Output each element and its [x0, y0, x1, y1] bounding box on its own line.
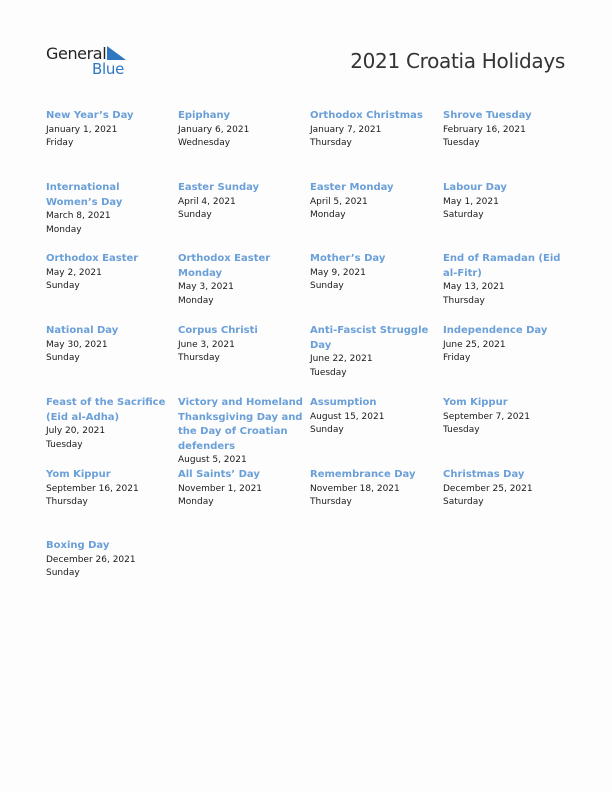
holiday-date: May 2, 2021	[46, 267, 102, 278]
holiday-date: September 16, 2021	[46, 483, 139, 494]
holiday-entry	[178, 468, 304, 510]
holiday-weekday: Tuesday	[443, 425, 480, 435]
holiday-entry	[443, 324, 569, 366]
holiday-date: January 6, 2021	[178, 124, 250, 135]
holiday-name: Christmas Day	[443, 469, 525, 480]
holiday-name: Boxing Day	[46, 540, 110, 551]
holiday-name: Anti-Fascist Struggle Day	[310, 325, 429, 351]
holiday-weekday: Tuesday	[310, 367, 347, 378]
holiday-date: May 3, 2021	[178, 282, 234, 292]
holiday-name: New Year’s Day	[46, 110, 134, 121]
holiday-entry	[310, 109, 436, 151]
holiday-date: February 16, 2021	[443, 124, 526, 135]
holiday-name: Yom Kippur	[443, 397, 508, 408]
holiday-entry	[46, 324, 172, 366]
holiday-name: Orthodox Easter Monday	[178, 253, 271, 279]
holiday-entry	[443, 109, 569, 151]
holiday-entry	[178, 252, 308, 308]
holiday-entry	[46, 109, 172, 151]
holiday-name: Orthodox Easter	[46, 253, 139, 264]
holiday-name: Epiphany	[178, 110, 231, 121]
brand-logo	[46, 44, 136, 80]
holiday-date: June 22, 2021	[310, 354, 373, 364]
holiday-weekday: Monday	[46, 224, 82, 235]
holiday-date: April 4, 2021	[178, 196, 236, 207]
holiday-entry	[310, 252, 436, 294]
holiday-name: Victory and Homeland Thanksgiving Day and the Day of Croatian defenders	[178, 397, 303, 452]
holiday-date: January 7, 2021	[310, 124, 382, 135]
holiday-entry	[46, 396, 172, 452]
holiday-date: June 25, 2021	[443, 339, 506, 350]
holiday-name: International Women’s Day	[46, 182, 123, 208]
holiday-entry	[178, 324, 304, 366]
holiday-date: May 9, 2021	[310, 267, 366, 278]
holiday-date: May 13, 2021	[443, 282, 505, 292]
holiday-weekday: Monday	[310, 210, 346, 220]
holiday-weekday: Sunday	[46, 568, 80, 578]
holiday-entry	[46, 181, 172, 237]
holiday-name: Remembrance Day	[310, 469, 416, 480]
holiday-weekday: Thursday	[310, 497, 352, 507]
holiday-entry	[443, 181, 569, 223]
holiday-weekday: Monday	[178, 497, 214, 507]
page-title: 2021 Croatia Holidays	[350, 49, 565, 73]
holiday-name: Labour Day	[443, 182, 507, 193]
holiday-weekday: Friday	[46, 138, 74, 148]
holiday-name: Shrove Tuesday	[443, 110, 532, 121]
holiday-weekday: Sunday	[46, 281, 80, 291]
holiday-name: Assumption	[310, 397, 377, 408]
holiday-entry	[443, 468, 569, 510]
holiday-name: Easter Sunday	[178, 182, 260, 193]
holiday-name: Yom Kippur	[46, 469, 111, 480]
holiday-entry	[46, 252, 172, 294]
holiday-weekday: Saturday	[443, 210, 484, 220]
holiday-entry	[310, 468, 436, 510]
holiday-weekday: Thursday	[178, 353, 220, 363]
logo-word-blue: Blue	[92, 60, 124, 78]
holiday-date: January 1, 2021	[46, 124, 118, 135]
holiday-weekday: Wednesday	[178, 138, 231, 148]
holiday-weekday: Thursday	[46, 497, 88, 507]
holiday-date: August 5, 2021	[178, 455, 247, 465]
holiday-entry	[443, 252, 569, 308]
holiday-date: December 25, 2021	[443, 483, 533, 494]
holiday-date: July 20, 2021	[46, 426, 106, 436]
holiday-weekday: Thursday	[310, 138, 352, 148]
holiday-entry	[310, 396, 436, 438]
holiday-weekday: Sunday	[46, 353, 80, 363]
holiday-weekday: Thursday	[443, 295, 485, 306]
holiday-name: Easter Monday	[310, 182, 394, 193]
holiday-entry	[46, 539, 172, 581]
holiday-date: June 3, 2021	[178, 339, 235, 350]
holiday-entry	[178, 181, 304, 223]
holiday-name: All Saints’ Day	[178, 469, 260, 480]
holiday-date: May 30, 2021	[46, 339, 108, 350]
holiday-weekday: Saturday	[443, 497, 484, 507]
holiday-date: November 1, 2021	[178, 483, 263, 494]
holiday-date: May 1, 2021	[443, 196, 499, 207]
logo-word-general: General	[46, 44, 107, 63]
holiday-weekday: Sunday	[178, 210, 212, 220]
holiday-entry	[46, 468, 172, 510]
holiday-date: September 7, 2021	[443, 411, 530, 422]
holiday-weekday: Monday	[178, 295, 214, 306]
holiday-name: Independence Day	[443, 325, 548, 336]
holiday-entry	[310, 324, 436, 380]
holiday-date: November 18, 2021	[310, 483, 400, 494]
holiday-date: December 26, 2021	[46, 554, 136, 565]
holiday-entry	[178, 109, 304, 151]
holiday-weekday: Friday	[443, 353, 471, 363]
holiday-name: Corpus Christi	[178, 325, 258, 336]
holiday-entry	[310, 181, 436, 223]
holiday-name: Feast of the Sacrifice (Eid al-Adha)	[46, 397, 166, 423]
holiday-weekday: Tuesday	[46, 439, 83, 450]
holiday-name: Mother’s Day	[310, 253, 386, 264]
holiday-entry	[178, 396, 304, 468]
holiday-name: National Day	[46, 325, 119, 336]
holiday-name: Orthodox Christmas	[310, 110, 423, 121]
holiday-weekday: Tuesday	[443, 138, 480, 148]
holiday-weekday: Sunday	[310, 281, 344, 291]
holiday-date: August 15, 2021	[310, 411, 385, 422]
holiday-weekday: Sunday	[310, 425, 344, 435]
holiday-name: End of Ramadan (Eid al-Fitr)	[443, 253, 561, 279]
holiday-entry	[443, 396, 569, 438]
holiday-date: April 5, 2021	[310, 196, 368, 207]
holiday-date: March 8, 2021	[46, 211, 111, 221]
